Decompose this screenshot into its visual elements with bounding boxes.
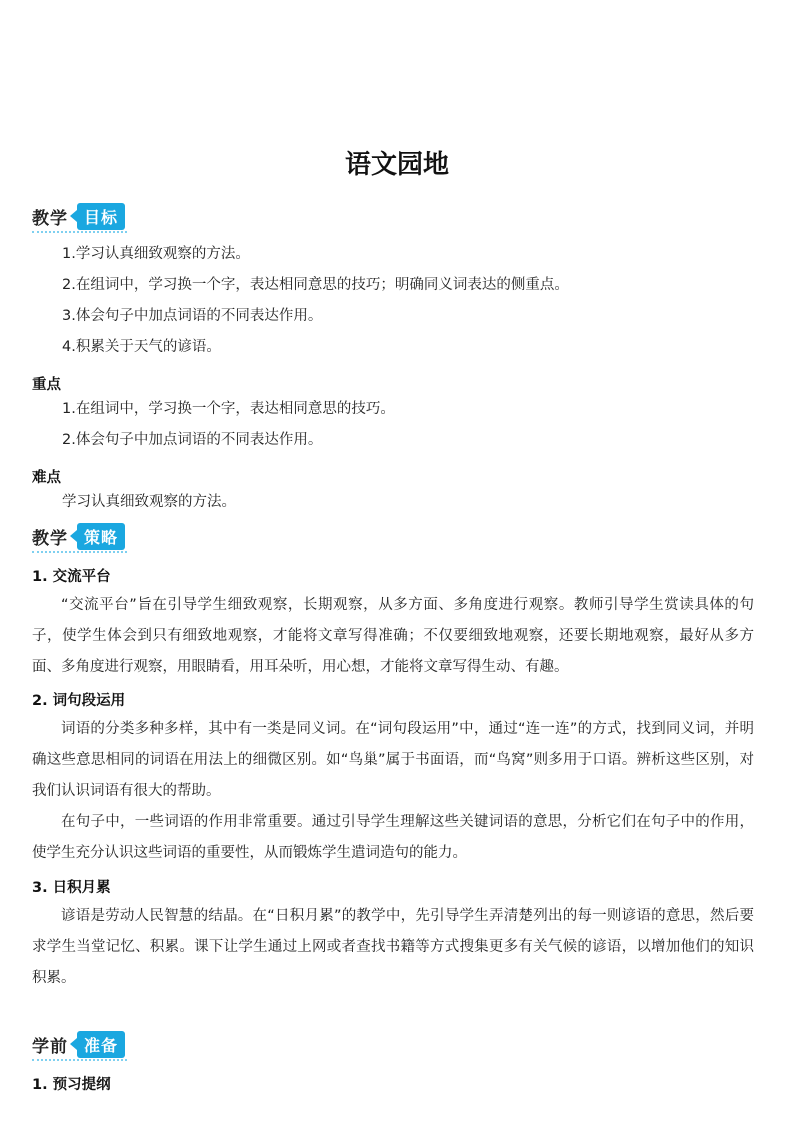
banner-dotted-underline — [32, 231, 127, 233]
banner-arrow-icon — [70, 530, 77, 542]
goals-banner-lead: 教学 — [32, 208, 68, 229]
goals-banner-tag: 目标 — [77, 203, 125, 230]
strategy-section-1-heading: 1. 交流平台 — [32, 569, 111, 585]
banner-arrow-icon — [70, 210, 77, 222]
preparation-section-1-heading: 1. 预习提纲 — [32, 1077, 111, 1093]
banner-dotted-underline — [32, 551, 127, 553]
banner-arrow-icon — [70, 1038, 77, 1050]
strategy-banner-lead: 教学 — [32, 528, 68, 549]
goal-item-1: 1.学习认真细致观察的方法。 — [62, 246, 250, 262]
goal-item-4: 4.积累关于天气的谚语。 — [62, 339, 221, 355]
banner-dotted-underline — [32, 1059, 127, 1061]
strategy-section-3-paragraph-1: 谚语是劳动人民智慧的结晶。在“日积月累”的教学中，先引导学生弄清楚列出的每一则谚语的意思，然后要求学生当堂记忆、积累。课下让学生通过上网或者查找书籍等方式搜集更多有关气候的谚语，以增加他们的知识积累。 — [32, 908, 754, 986]
preparation-banner-tag: 准备 — [77, 1031, 125, 1058]
difficulties-heading: 难点 — [32, 470, 61, 486]
strategy-section-3-heading: 3. 日积月累 — [32, 880, 111, 896]
strategy-banner — [32, 522, 125, 550]
goals-banner — [32, 202, 125, 230]
key-point-item-2: 2.体会句子中加点词语的不同表达作用。 — [62, 432, 323, 448]
page-title: 语文园地 — [344, 150, 449, 180]
strategy-section-2-heading: 2. 词句段运用 — [32, 693, 126, 709]
key-point-item-1: 1.在组词中，学习换一个字，表达相同意思的技巧。 — [62, 401, 395, 417]
preparation-banner — [32, 1030, 125, 1058]
strategy-section-2-paragraph-1: 词语的分类多种多样，其中有一类是同义词。在“词句段运用”中，通过“连一连”的方式，找到同义词，并明确这些意思相同的词语在用法上的细微区别。如“鸟巢”属于书面语，而“鸟窝”则多用于口语。辨析这些区别，对我们认识词语有很大的帮助。 — [32, 721, 754, 799]
goal-item-3: 3.体会句子中加点词语的不同表达作用。 — [62, 308, 323, 324]
goal-item-2: 2.在组词中，学习换一个字，表达相同意思的技巧；明确同义词表达的侧重点。 — [62, 277, 569, 293]
difficulty-item-1: 学习认真细致观察的方法。 — [62, 494, 236, 510]
strategy-section-1-paragraph-1: “交流平台”旨在引导学生细致观察，长期观察，从多方面、多角度进行观察。教师引导学生赏读具体的句子，使学生体会到只有细致地观察，才能将文章写得准确；不仅要细致地观察，还要长期地观察，最好从多方面、多角度进行观察，用眼睛看，用耳朵听，用心想，才能将文章写得生动、有趣。 — [32, 597, 754, 675]
strategy-section-2-paragraph-2: 在句子中，一些词语的作用非常重要。通过引导学生理解这些关键词语的意思，分析它们在句子中的作用，使学生充分认识这些词语的重要性，从而锻炼学生遣词造句的能力。 — [32, 814, 754, 861]
key-points-heading: 重点 — [32, 377, 61, 393]
strategy-banner-tag: 策略 — [77, 523, 125, 550]
preparation-banner-lead: 学前 — [32, 1036, 68, 1057]
